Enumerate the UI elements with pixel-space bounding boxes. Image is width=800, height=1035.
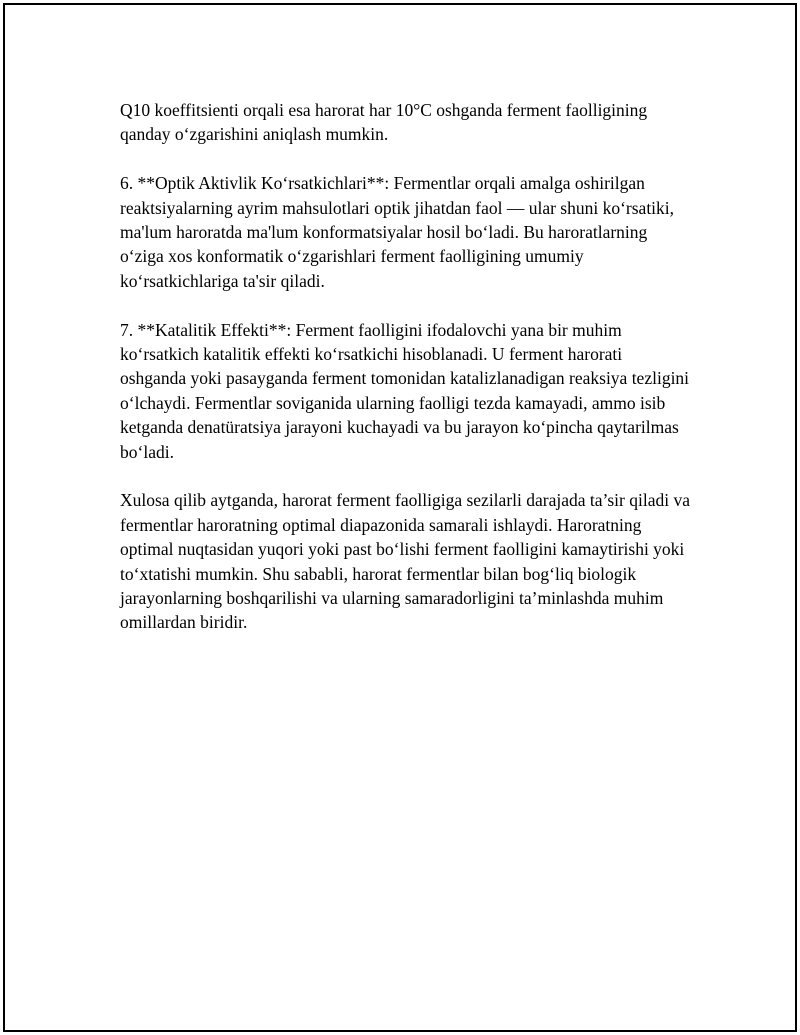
document-body	[120, 98, 690, 659]
paragraph-q10: Q10 koeffitsienti orqali esa harorat har 10°C oshganda ferment faolligining qanday oʻzgarishini aniqlash mumkin.	[120, 100, 648, 145]
paragraph-optical-activity: 6. **Optik Aktivlik Koʻrsatkichlari**: Fermentlar orqali amalga oshirilgan reaktsiyalarning ayrim mahsulotlari optik jihatdan faol — ular shuni koʻrsatiki, ma'lum haroratda ma'lum konformatsiyalar hosil boʻladi. Bu haroratlarning oʻziga xos konformatik oʻzgarishlari ferment faolligining umumiy koʻrsatkichlariga ta'sir qiladi.	[120, 173, 675, 291]
document-page	[3, 3, 797, 1032]
paragraph-conclusion: Xulosa qilib aytganda, harorat ferment faolligiga sezilarli darajada ta’sir qiladi va fermentlar haroratning optimal diapazonida samarali ishlaydi. Haroratning optimal nuqtasidan yuqori yoki past boʻlishi ferment faolligini kamaytirishi yoki toʻxtatishi mumkin. Shu sababli, harorat fermentlar bilan bogʻliq biologik jarayonlarning boshqarilishi va ularning samaradorligini ta’minlashda muhim omillardan biridir.	[120, 490, 690, 633]
paragraph-catalytic-effect: 7. **Katalitik Effekti**: Ferment faolligini ifodalovchi yana bir muhim koʻrsatkich katalitik effekti koʻrsatkichi hisoblanadi. U ferment harorati oshganda yoki pasayganda ferment tomonidan katalizlanadigan reaksiya tezligini oʻlchaydi. Fermentlar soviganida ularning faolligi tezda kamayadi, ammo isib ketganda denatüratsiya jarayoni kuchayadi va bu jarayon koʻpincha qaytarilmas boʻladi.	[120, 319, 690, 462]
